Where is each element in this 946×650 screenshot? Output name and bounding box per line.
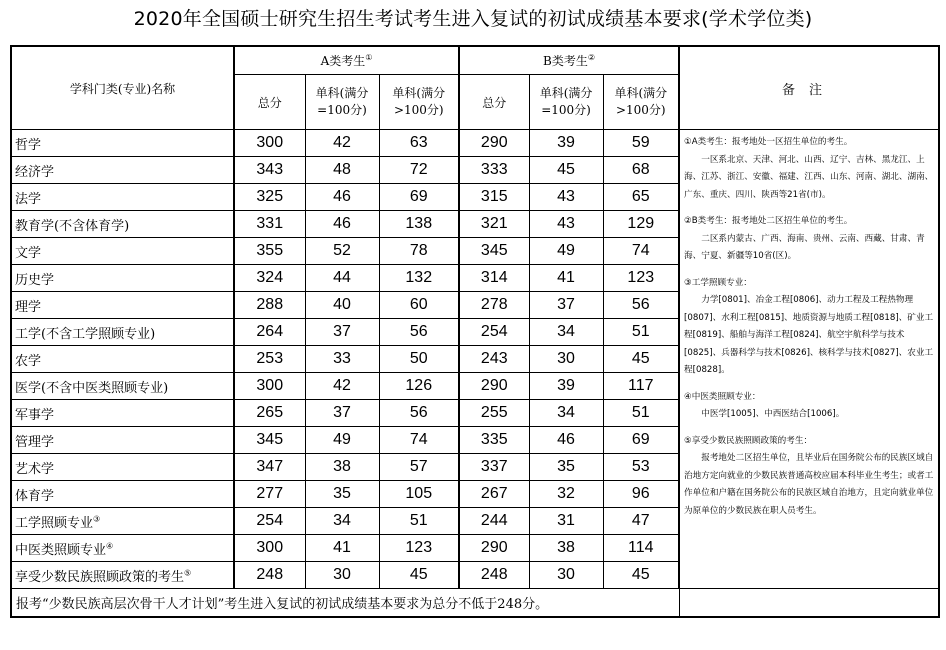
subject-cell: 享受少数民族照顾政策的考生⑤ — [11, 562, 234, 589]
a-total-header: 总分 — [234, 75, 305, 130]
note-body: 力学[0801]、冶金工程[0806]、动力工程及工程热物理[0807]、水利工程[0815]、地质资源与地质工程[0818]、矿业工程[0819]、船舶与海洋工程[0824]、航空宇航科学与技术[0825]、兵器科学与技术[0826]、核科学与技术[0827]、农业工程[0828]。 — [684, 295, 934, 375]
note-head: ⑤享受少数民族照顾政策的考生： — [684, 435, 813, 446]
score-cell-b-s1: 34 — [529, 319, 603, 346]
score-cell-b-s2: 45 — [603, 562, 679, 589]
remarks-notes — [679, 130, 939, 589]
score-cell-a-s2: 51 — [379, 508, 459, 535]
score-cell-b-s1: 43 — [529, 211, 603, 238]
note-head: ③工学照顾专业： — [684, 277, 752, 288]
score-cell-a-total: 331 — [234, 211, 305, 238]
score-cell-a-s1: 37 — [305, 319, 379, 346]
score-cell-a-s2: 69 — [379, 184, 459, 211]
subject-cell: 艺术学 — [11, 454, 234, 481]
score-cell-a-s2: 63 — [379, 130, 459, 157]
score-cell-b-total: 314 — [459, 265, 529, 292]
score-rows — [11, 130, 939, 589]
score-cell-a-total: 248 — [234, 562, 305, 589]
score-cell-b-s2: 114 — [603, 535, 679, 562]
score-cell-a-s1: 30 — [305, 562, 379, 589]
score-cell-b-s1: 49 — [529, 238, 603, 265]
score-cell-a-total: 253 — [234, 346, 305, 373]
score-cell-a-s2: 45 — [379, 562, 459, 589]
note-block — [684, 433, 935, 521]
score-cell-a-s1: 46 — [305, 211, 379, 238]
note-block — [684, 389, 935, 424]
score-cell-b-total: 290 — [459, 130, 529, 157]
score-cell-a-s1: 35 — [305, 481, 379, 508]
score-cell-a-s1: 44 — [305, 265, 379, 292]
score-cell-a-total: 343 — [234, 157, 305, 184]
note-body: 一区系北京、天津、河北、山西、辽宁、吉林、黑龙江、上海、江苏、浙江、安徽、福建、江西、山东、河南、湖北、湖南、广东、重庆、四川、陕西等21省(市)。 — [684, 154, 934, 200]
b-single-gt100-header: 单科(满分>100分) — [603, 75, 679, 130]
score-cell-a-s1: 46 — [305, 184, 379, 211]
group-b-header: B类考生② — [459, 46, 679, 75]
score-cell-b-s2: 96 — [603, 481, 679, 508]
subject-cell: 农学 — [11, 346, 234, 373]
score-cell-b-total: 290 — [459, 535, 529, 562]
subject-cell: 管理学 — [11, 427, 234, 454]
score-cell-b-s1: 45 — [529, 157, 603, 184]
note-head: ②B类考生：报考地处二区招生单位的考生。 — [684, 216, 853, 226]
remarks-header: 备注 — [679, 46, 939, 130]
score-cell-b-total: 278 — [459, 292, 529, 319]
subject-cell: 历史学 — [11, 265, 234, 292]
score-cell-a-s1: 42 — [305, 373, 379, 400]
score-cell-b-total: 255 — [459, 400, 529, 427]
score-cell-a-s1: 49 — [305, 427, 379, 454]
subject-cell: 工学照顾专业③ — [11, 508, 234, 535]
score-cell-b-s2: 45 — [603, 346, 679, 373]
score-cell-a-s2: 72 — [379, 157, 459, 184]
page-title: 2020年全国硕士研究生招生考试考生进入复试的初试成绩基本要求(学术学位类) — [133, 8, 813, 30]
score-cell-a-s1: 48 — [305, 157, 379, 184]
score-cell-b-total: 335 — [459, 427, 529, 454]
score-cell-a-total: 265 — [234, 400, 305, 427]
score-cell-b-s2: 51 — [603, 400, 679, 427]
score-cell-b-s1: 30 — [529, 346, 603, 373]
score-cell-b-total: 315 — [459, 184, 529, 211]
score-cell-a-s2: 50 — [379, 346, 459, 373]
score-cell-b-s1: 30 — [529, 562, 603, 589]
note-body: 中医学[1005]、中西医结合[1006]。 — [701, 409, 845, 419]
subject-cell: 文学 — [11, 238, 234, 265]
score-cell-b-s1: 32 — [529, 481, 603, 508]
score-cell-a-s2: 60 — [379, 292, 459, 319]
score-cell-b-s1: 35 — [529, 454, 603, 481]
note-block — [684, 275, 935, 380]
score-cell-a-total: 325 — [234, 184, 305, 211]
table-row — [11, 130, 939, 157]
score-cell-b-s2: 74 — [603, 238, 679, 265]
b-total-header: 总分 — [459, 75, 529, 130]
score-cell-a-s2: 56 — [379, 319, 459, 346]
score-cell-a-s1: 38 — [305, 454, 379, 481]
score-cell-b-total: 290 — [459, 373, 529, 400]
score-cell-a-total: 300 — [234, 535, 305, 562]
score-cell-b-s1: 31 — [529, 508, 603, 535]
note-block — [684, 134, 935, 204]
score-cell-a-total: 347 — [234, 454, 305, 481]
score-cell-a-s2: 123 — [379, 535, 459, 562]
score-table — [10, 45, 940, 618]
subject-cell: 体育学 — [11, 481, 234, 508]
score-cell-b-s1: 46 — [529, 427, 603, 454]
a-single100-header: 单科(满分=100分) — [305, 75, 379, 130]
score-cell-a-s1: 34 — [305, 508, 379, 535]
score-cell-b-total: 248 — [459, 562, 529, 589]
score-cell-a-total: 264 — [234, 319, 305, 346]
note-head: ①A类考生：报考地处一区招生单位的考生。 — [684, 137, 853, 147]
score-cell-a-s2: 57 — [379, 454, 459, 481]
score-cell-b-total: 267 — [459, 481, 529, 508]
score-cell-b-total: 254 — [459, 319, 529, 346]
score-cell-b-s2: 129 — [603, 211, 679, 238]
score-cell-a-total: 324 — [234, 265, 305, 292]
score-cell-b-total: 243 — [459, 346, 529, 373]
subject-cell: 哲学 — [11, 130, 234, 157]
score-cell-b-s2: 59 — [603, 130, 679, 157]
score-cell-b-s2: 123 — [603, 265, 679, 292]
score-cell-a-s2: 56 — [379, 400, 459, 427]
score-cell-a-s1: 40 — [305, 292, 379, 319]
score-cell-a-total: 288 — [234, 292, 305, 319]
note-body: 报考地处二区招生单位，且毕业后在国务院公布的民族区域自治地方定向就业的少数民族普通高校应届本科毕业生考生；或者工作单位和户籍在国务院公布的民族区域自治地方，且定向就业单位为原单位的少数民族在职人员考生。 — [684, 453, 934, 516]
score-cell-a-s1: 37 — [305, 400, 379, 427]
score-cell-b-total: 244 — [459, 508, 529, 535]
score-cell-b-s2: 69 — [603, 427, 679, 454]
subject-cell: 经济学 — [11, 157, 234, 184]
score-cell-b-total: 321 — [459, 211, 529, 238]
score-cell-a-s2: 105 — [379, 481, 459, 508]
score-cell-b-total: 345 — [459, 238, 529, 265]
score-cell-b-s2: 51 — [603, 319, 679, 346]
group-a-header: A类考生① — [234, 46, 459, 75]
footer-note: 报考“少数民族高层次骨干人才计划”考生进入复试的初试成绩基本要求为总分不低于248分。 — [11, 589, 679, 618]
subject-cell: 教育学(不含体育学) — [11, 211, 234, 238]
score-cell-b-s1: 39 — [529, 130, 603, 157]
score-cell-b-total: 337 — [459, 454, 529, 481]
score-cell-b-total: 333 — [459, 157, 529, 184]
score-cell-a-total: 254 — [234, 508, 305, 535]
subject-cell: 军事学 — [11, 400, 234, 427]
a-single-gt100-header: 单科(满分>100分) — [379, 75, 459, 130]
score-cell-a-s1: 42 — [305, 130, 379, 157]
subject-cell: 理学 — [11, 292, 234, 319]
score-cell-b-s1: 34 — [529, 400, 603, 427]
score-cell-a-s2: 78 — [379, 238, 459, 265]
score-cell-a-total: 277 — [234, 481, 305, 508]
note-head: ④中医类照顾专业： — [684, 391, 761, 402]
score-cell-a-s2: 74 — [379, 427, 459, 454]
subject-cell: 医学(不含中医类照顾专业) — [11, 373, 234, 400]
score-cell-b-s1: 43 — [529, 184, 603, 211]
score-cell-b-s2: 117 — [603, 373, 679, 400]
subject-header: 学科门类(专业)名称 — [11, 46, 234, 130]
subject-cell: 中医类照顾专业④ — [11, 535, 234, 562]
score-cell-b-s2: 68 — [603, 157, 679, 184]
b-single100-header: 单科(满分=100分) — [529, 75, 603, 130]
score-cell-a-s2: 132 — [379, 265, 459, 292]
score-cell-a-total: 345 — [234, 427, 305, 454]
score-cell-b-s1: 37 — [529, 292, 603, 319]
subject-cell: 工学(不含工学照顾专业) — [11, 319, 234, 346]
score-cell-b-s2: 53 — [603, 454, 679, 481]
score-cell-b-s2: 65 — [603, 184, 679, 211]
note-body: 二区系内蒙古、广西、海南、贵州、云南、西藏、甘肃、青海、宁夏、新疆等10省(区)。 — [684, 233, 925, 261]
score-cell-a-s1: 52 — [305, 238, 379, 265]
note-block — [684, 213, 935, 266]
score-cell-a-s2: 126 — [379, 373, 459, 400]
score-cell-a-total: 300 — [234, 373, 305, 400]
score-cell-a-s1: 41 — [305, 535, 379, 562]
score-cell-b-s1: 38 — [529, 535, 603, 562]
score-cell-b-s1: 41 — [529, 265, 603, 292]
score-cell-b-s1: 39 — [529, 373, 603, 400]
subject-cell: 法学 — [11, 184, 234, 211]
score-cell-a-s2: 138 — [379, 211, 459, 238]
score-cell-b-s2: 56 — [603, 292, 679, 319]
score-cell-a-total: 300 — [234, 130, 305, 157]
score-cell-b-s2: 47 — [603, 508, 679, 535]
score-cell-a-total: 355 — [234, 238, 305, 265]
score-cell-a-s1: 33 — [305, 346, 379, 373]
